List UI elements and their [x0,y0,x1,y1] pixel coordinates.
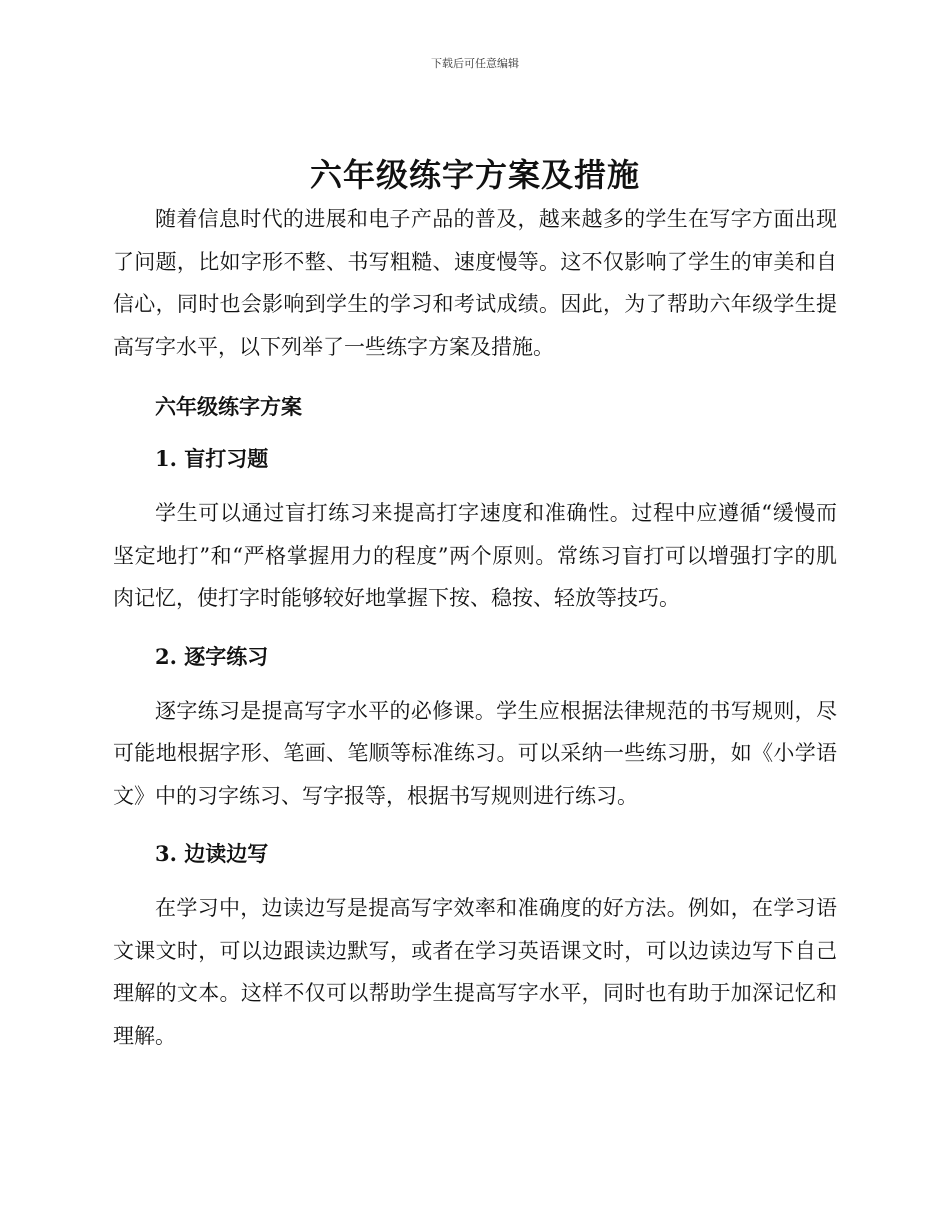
section-body-3: 在学习中，边读边写是提高写字效率和准确度的好方法。例如，在学习语文课文时，可以边跟读边默写，或者在学习英语课文时，可以边读边写下自己理解的文本。这样不仅可以帮助学生提高写字水平，同时也有助于加深记忆和理解。 [113,896,837,1048]
section-heading-2: 2. 逐字练习 [155,643,269,669]
plan-heading: 六年级练字方案 [155,394,302,419]
header-note: 下载后可任意编辑 [431,57,519,70]
section-body-1: 学生可以通过盲打练习来提高打字速度和准确性。过程中应遵循“缓慢而坚定地打”和“严格掌握用力的程度”两个原则。常练习盲打可以增强打字的肌肉记忆，使打字时能够较好地掌握下按、稳按、轻放等技巧。 [113,501,837,610]
intro-paragraph: 随着信息时代的进展和电子产品的普及，越来越多的学生在写字方面出现了问题，比如字形不整、书写粗糙、速度慢等。这不仅影响了学生的审美和自信心，同时也会影响到学生的学习和考试成绩。因此，为了帮助六年级学生提高写字水平，以下列举了一些练字方案及措施。 [113,207,837,359]
document-title: 六年级练字方案及措施 [309,156,640,194]
section-heading-1: 1. 盲打习题 [155,446,269,471]
section-heading-3: 3. 边读边写 [155,841,269,866]
document-body [113,198,837,1057]
section-body-2: 逐字练习是提高写字水平的必修课。学生应根据法律规范的书写规则，尽可能地根据字形、笔画、笔顺等标准练习。可以采纳一些练习册，如《小学语文》中的习字练习、写字报等，根据书写规则进行练习。 [113,698,837,808]
